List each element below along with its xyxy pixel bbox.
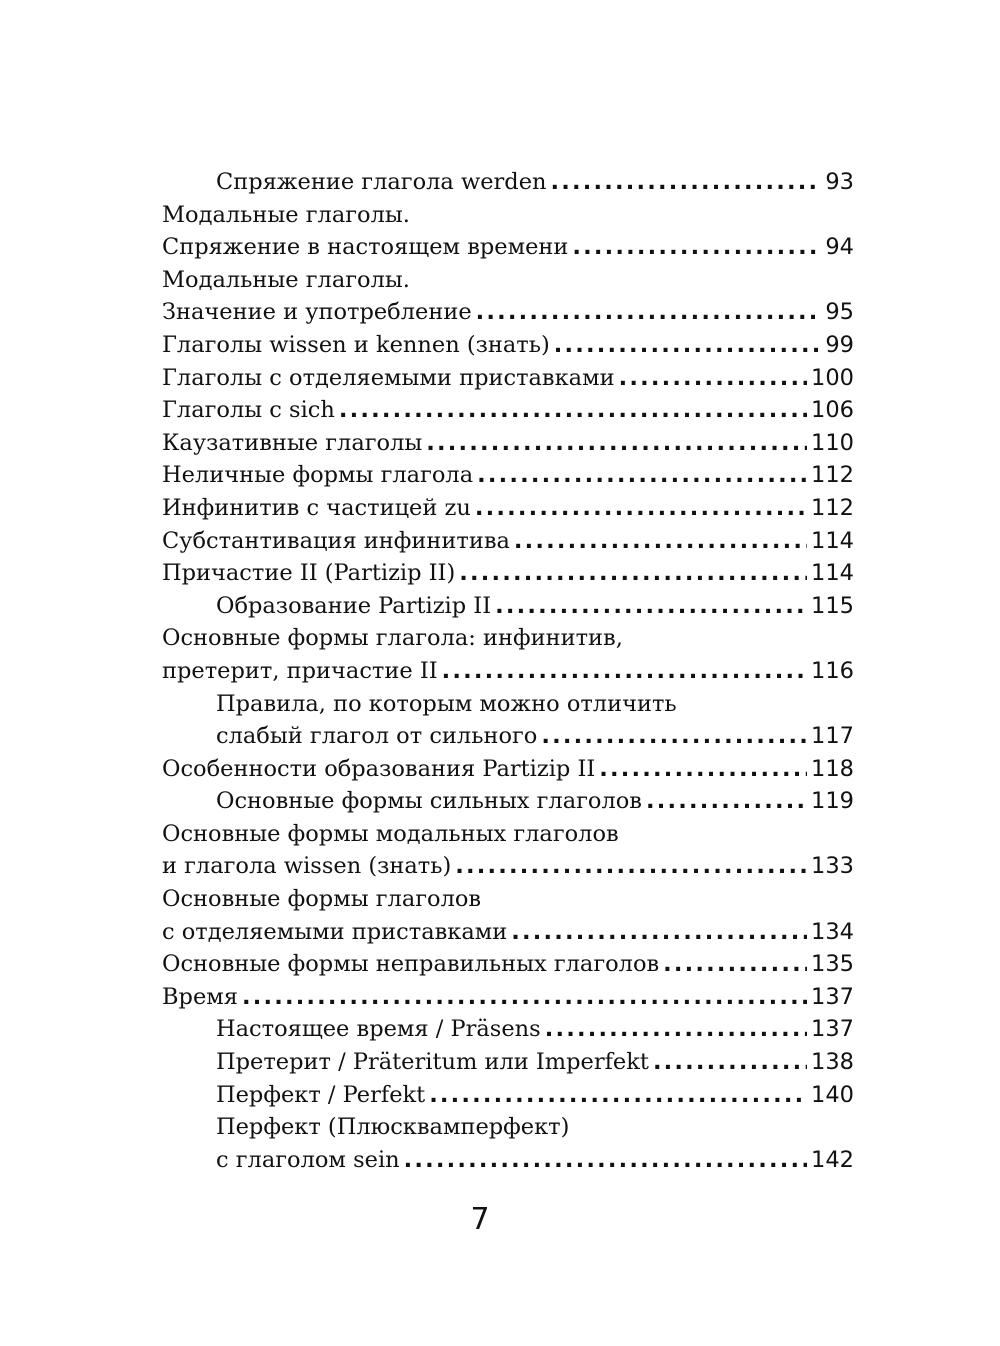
toc-entry-title: Основные формы сильных глаголов	[216, 788, 642, 815]
dot-leader	[242, 981, 807, 1014]
toc-entry-page: 115	[811, 592, 854, 619]
toc-entry-line	[162, 166, 854, 199]
dot-leader	[442, 655, 807, 688]
dot-leader	[572, 231, 821, 264]
dot-leader	[646, 785, 807, 818]
dot-leader	[476, 296, 822, 329]
toc-entry-page: 112	[811, 462, 854, 489]
toc-entry-title: Время	[162, 983, 238, 1010]
dot-leader	[545, 1013, 807, 1046]
toc-entry-line	[162, 622, 854, 655]
toc-entry-page: 93	[825, 169, 854, 195]
toc-entry-title: Особенности образования Partizip II	[162, 755, 596, 782]
toc-entry-line	[162, 199, 854, 232]
toc-entry-title: Глаголы с sich	[162, 397, 335, 424]
toc-entry	[162, 362, 854, 395]
toc-entry-title: Причастие II (Partizip II)	[162, 560, 456, 587]
toc-entry	[162, 1013, 854, 1046]
toc-entry-page: 94	[825, 234, 854, 261]
dot-leader	[663, 948, 807, 981]
dot-leader	[541, 720, 807, 753]
toc-entry	[162, 1046, 854, 1079]
toc-entry-page: 137	[811, 1016, 854, 1043]
toc-entry-title: Глаголы с отделяемыми приставками	[162, 364, 615, 391]
dot-leader	[551, 166, 822, 199]
toc-entry-page: 110	[811, 429, 854, 456]
toc-entry-title: Субстантивация инфинитива	[162, 527, 510, 554]
toc-entry-title: Спряжение в настоящем времени	[162, 234, 569, 261]
toc-entry	[162, 753, 854, 786]
toc-entry-line	[162, 492, 854, 525]
toc-entry-title: Настоящее время / Präsens	[216, 1016, 541, 1043]
toc-entry	[162, 1079, 854, 1112]
toc-entry-line	[162, 557, 854, 590]
toc-entry-title: Неличные формы глагола	[162, 462, 474, 489]
dot-leader	[459, 557, 807, 590]
toc-entry-line	[162, 1144, 854, 1177]
toc-entry-line	[162, 394, 854, 427]
toc-entry-page: 100	[811, 364, 854, 391]
toc-entry-line	[162, 688, 854, 721]
toc-entry	[162, 818, 854, 883]
toc-entry	[162, 688, 854, 753]
toc-entry-title: Перфект (Плюсквамперфект)	[216, 1114, 570, 1141]
toc-entry-title: Каузативные глаголы	[162, 429, 423, 456]
toc-entry-line	[162, 948, 854, 981]
toc-entry-title: Основные формы глагола: инфинитив,	[162, 625, 623, 652]
toc-entry-page: 137	[811, 983, 854, 1010]
toc-entry-title: и глагола wissen (знать)	[162, 853, 452, 880]
toc-entry-title: Инфинитив с частицей zu	[162, 494, 471, 521]
dot-leader	[511, 916, 807, 949]
toc-entry-page: 114	[811, 527, 854, 554]
toc-entry	[162, 525, 854, 558]
dot-leader	[475, 492, 807, 525]
toc-entry	[162, 590, 854, 623]
toc-entry-line	[162, 459, 854, 492]
toc-entry-line	[162, 916, 854, 949]
dot-leader	[455, 850, 807, 883]
toc-entry-title: слабый глагол от сильного	[216, 723, 538, 750]
dot-leader	[426, 427, 807, 460]
toc-entry-page: 133	[811, 853, 854, 880]
toc-entry-line	[162, 1013, 854, 1046]
toc-entry-title: Модальные глаголы.	[162, 201, 410, 228]
page-number: 7	[470, 1202, 490, 1237]
toc-entry-line	[162, 590, 854, 623]
toc-entry-title: с глаголом sein	[216, 1146, 400, 1173]
toc-entry-title: с отделяемыми приставками	[162, 918, 508, 945]
toc-entry-title: Модальные глаголы.	[162, 266, 410, 293]
toc-entry-title: Перфект / Perfekt	[216, 1081, 426, 1108]
toc-entry-line	[162, 818, 854, 851]
toc-entry-title: Претерит / Präteritum или Imperfekt	[216, 1049, 649, 1076]
toc-entry-page: 119	[811, 788, 854, 815]
dot-leader	[599, 753, 807, 786]
toc-entry-line	[162, 655, 854, 688]
dot-leader	[495, 590, 807, 623]
dot-leader	[554, 329, 822, 362]
toc-entry-page: 95	[825, 299, 854, 326]
toc-entry-line	[162, 883, 854, 916]
toc-entry-page: 99	[825, 331, 854, 358]
toc-entry-line	[162, 296, 854, 329]
toc-entry-line	[162, 231, 854, 264]
dot-leader	[339, 394, 807, 427]
toc-entry	[162, 1111, 854, 1176]
toc-entry	[162, 948, 854, 981]
toc-entry	[162, 264, 854, 329]
toc-entry	[162, 329, 854, 362]
toc-entry	[162, 883, 854, 948]
table-of-contents	[162, 166, 854, 1176]
toc-entry-title: Значение и употребление	[162, 299, 472, 326]
toc-entry-title: Правила, по которым можно отличить	[216, 690, 677, 717]
toc-entry	[162, 199, 854, 264]
toc-entry-page: 140	[811, 1081, 854, 1108]
dot-leader	[477, 459, 807, 492]
toc-entry-page: 118	[811, 755, 854, 782]
toc-entry-title: Основные формы неправильных глаголов	[162, 951, 660, 978]
toc-entry-line	[162, 1079, 854, 1112]
toc-entry-title: Образование Partizip II	[216, 592, 492, 619]
toc-entry-line	[162, 981, 854, 1014]
toc-entry	[162, 394, 854, 427]
dot-leader	[653, 1046, 807, 1079]
dot-leader	[619, 362, 807, 395]
toc-entry	[162, 166, 854, 199]
toc-entry-page: 138	[811, 1049, 854, 1076]
toc-entry-page: 117	[811, 723, 854, 750]
toc-entry-page: 134	[811, 918, 854, 945]
toc-entry	[162, 981, 854, 1014]
toc-entry-page: 106	[811, 397, 854, 424]
toc-entry-line	[162, 525, 854, 558]
toc-entry-page: 142	[811, 1146, 854, 1173]
toc-entry-line	[162, 1111, 854, 1144]
dot-leader	[404, 1144, 807, 1177]
toc-entry-line	[162, 264, 854, 297]
toc-entry-line	[162, 427, 854, 460]
toc-entry-page: 135	[811, 951, 854, 978]
toc-entry-line	[162, 850, 854, 883]
toc-entry-line	[162, 785, 854, 818]
toc-entry	[162, 622, 854, 687]
toc-entry-line	[162, 720, 854, 753]
dot-leader	[429, 1079, 807, 1112]
toc-entry	[162, 557, 854, 590]
toc-entry-line	[162, 1046, 854, 1079]
toc-entry-page: 116	[811, 657, 854, 684]
dot-leader	[514, 525, 807, 558]
toc-entry-title: Глаголы wissen и kennen (знать)	[162, 331, 550, 358]
toc-entry	[162, 492, 854, 525]
toc-entry-title: Основные формы глаголов	[162, 886, 482, 913]
toc-entry-page: 114	[811, 560, 854, 587]
toc-entry-line	[162, 329, 854, 362]
toc-entry-title: претерит, причастие II	[162, 657, 438, 684]
toc-entry-title: Спряжение глагола werden	[216, 169, 547, 195]
toc-entry	[162, 459, 854, 492]
toc-entry-title: Основные формы модальных глаголов	[162, 820, 619, 847]
toc-entry	[162, 785, 854, 818]
toc-entry-line	[162, 753, 854, 786]
toc-entry-line	[162, 362, 854, 395]
toc-entry-page: 112	[811, 494, 854, 521]
toc-entry	[162, 427, 854, 460]
